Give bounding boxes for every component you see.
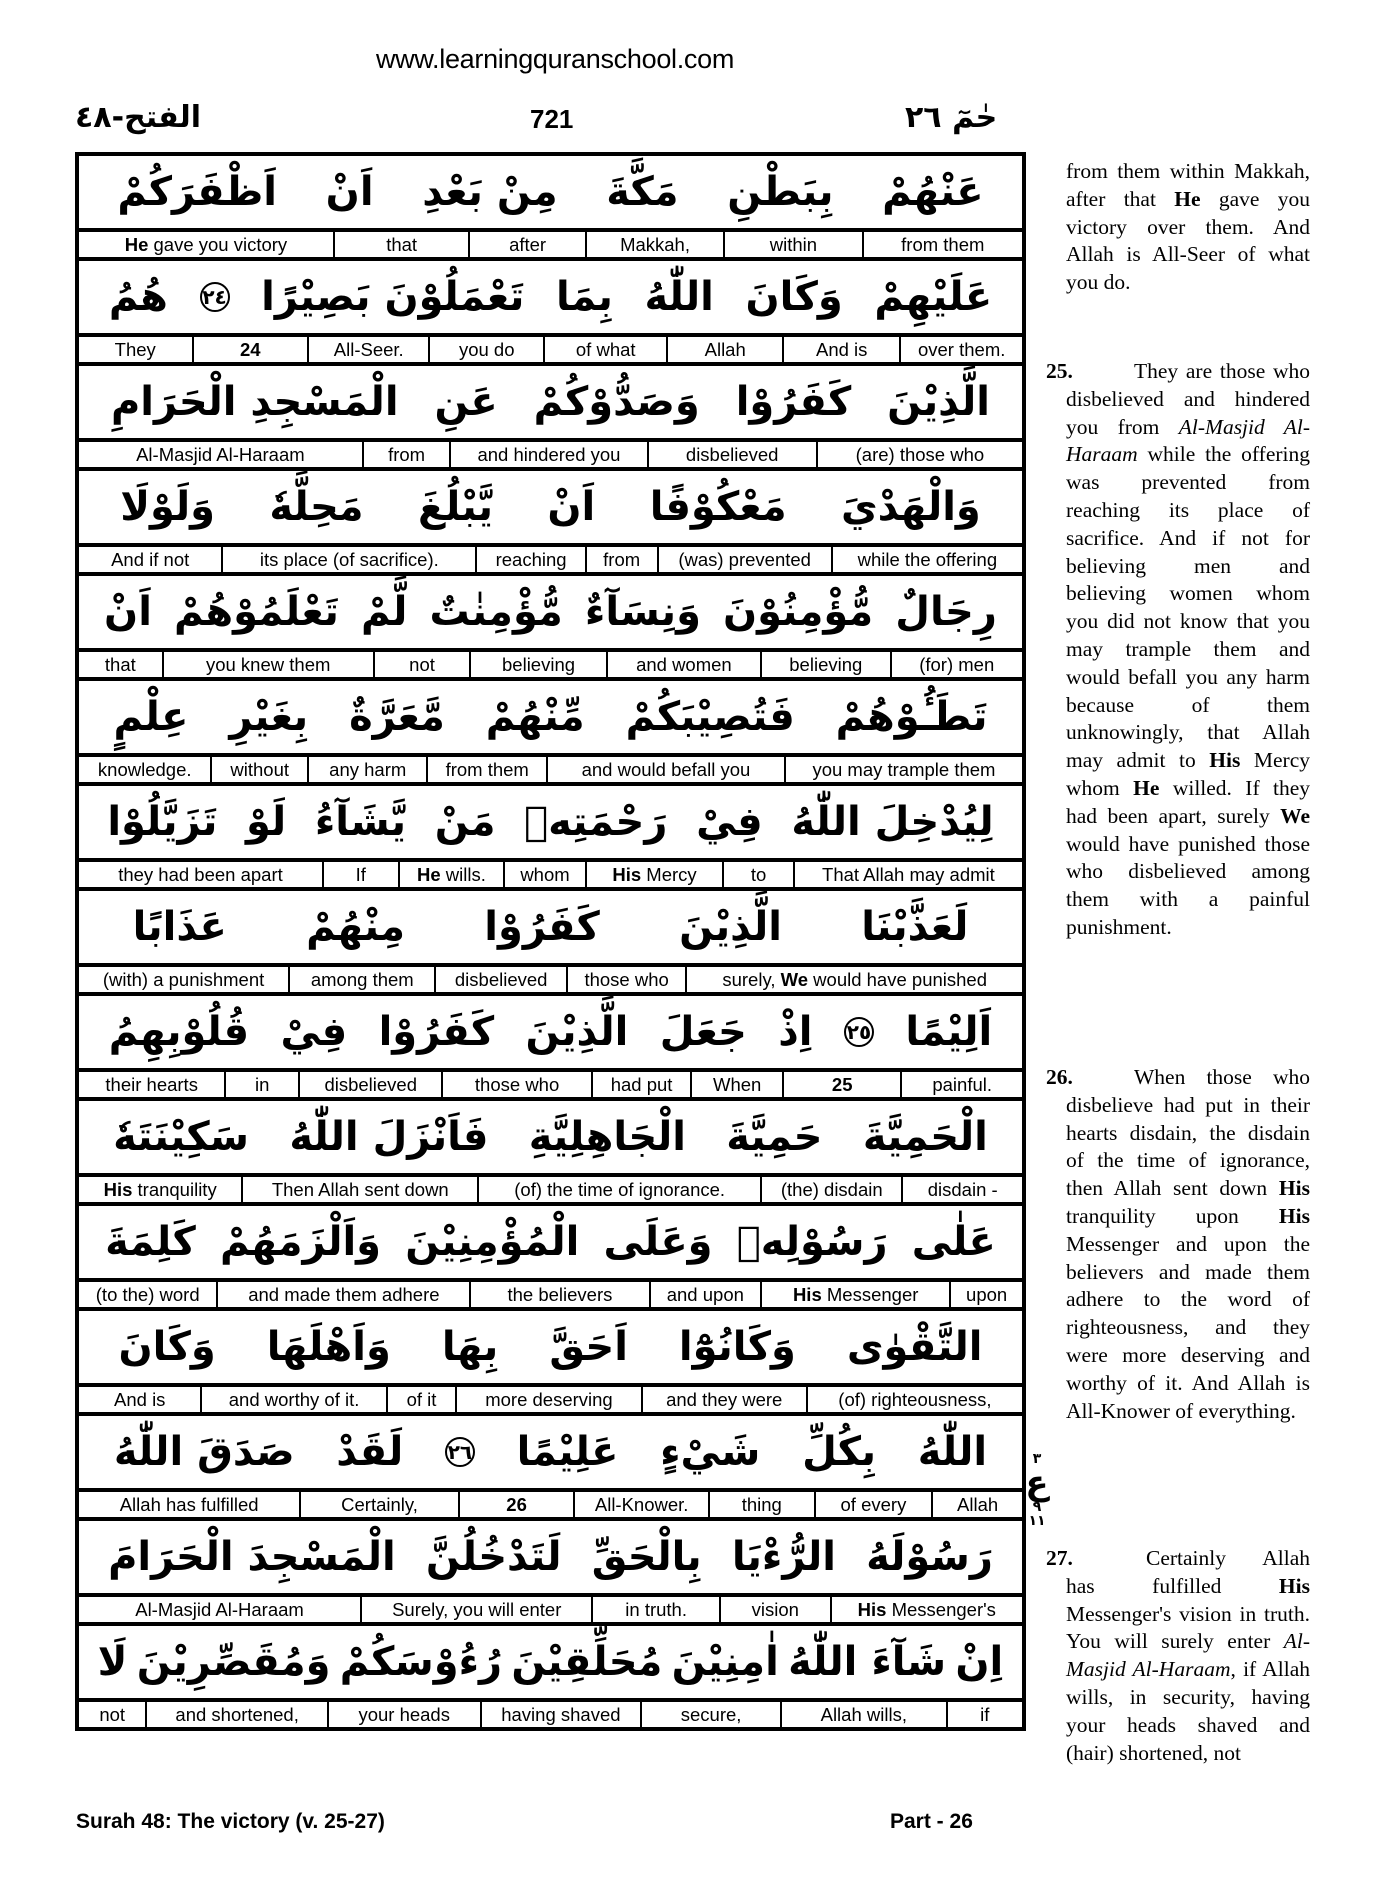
ruku-number-inner: ٩	[1032, 1499, 1042, 1515]
arabic-word: التَّقْوٰى	[846, 1324, 983, 1370]
arabic-word: كَفَرُوْا	[484, 904, 600, 950]
translation-cell: had put	[593, 1072, 693, 1097]
translation-cell: Allah	[668, 337, 784, 362]
arabic-word: عِلْمٍ	[113, 694, 189, 740]
translation-cell: while the offering	[857, 549, 998, 570]
arabic-word: عَنْهُمْ	[882, 169, 984, 215]
arabic-word: الْجَاهِلِيَّةِ	[528, 1114, 686, 1160]
translation-cell: Al-Masjid Al-Haraam	[79, 1597, 362, 1622]
arabic-word: وَصَدُّوْكُمْ	[533, 379, 700, 425]
arabic-word: مَحِلَّهٗ	[269, 484, 364, 530]
translation-cell: disbelieved	[649, 442, 818, 467]
translation-cell: not	[79, 1702, 147, 1727]
arabic-word: لَتَدْخُلُنَّ	[425, 1534, 562, 1580]
translation-cell: of every	[816, 1492, 934, 1517]
arabic-word: لَا	[97, 1639, 128, 1685]
commentary-text: while the offering was prevented from reaching its place of sacrifice. And if not for believing men and believing women whom you did not know that you may trample them and would befall you any harm because of them unknowingly, that Allah may admit to	[1066, 442, 1310, 773]
arabic-word: تَزَيَّلُوْا	[107, 799, 218, 845]
arabic-word: جَعَلَ	[659, 1009, 747, 1055]
surah-title-arabic: الفتح-٤٨	[75, 100, 202, 135]
commentary-bold: His	[1209, 748, 1241, 773]
arabic-word: اِذْ	[778, 1009, 813, 1055]
translation-cell: That Allah may admit	[822, 864, 995, 885]
translation-cell: And if not	[79, 547, 223, 572]
translation-cell: in	[226, 1072, 300, 1097]
arabic-word: كَلِمَةَ	[105, 1219, 196, 1265]
translation-cell: His Messenger	[762, 1282, 951, 1307]
translation-line	[79, 442, 1022, 471]
arabic-word: رُءُوْسَكُمْ	[339, 1639, 503, 1685]
arabic-word: مِنْ بَعْدِ	[422, 169, 558, 215]
arabic-word: الَّذِيْنَ	[679, 904, 782, 950]
ruku-number-bottom: ١١	[1028, 1513, 1046, 1529]
translation-cell: that	[79, 652, 164, 677]
commentary-bold: His	[1278, 1573, 1310, 1598]
translation-cell: if	[980, 1704, 990, 1725]
arabic-word: يَّشَآءُ	[314, 799, 407, 845]
arabic-word: وَنِسَآءٌ	[584, 589, 701, 635]
arabic-word: اَنْ	[104, 589, 152, 635]
translation-cell: you do	[430, 337, 545, 362]
arabic-word: بِبَطْنِ	[727, 169, 834, 215]
arabic-word: رَسُوْلِهٖ	[736, 1219, 888, 1265]
arabic-word: يَّبْلُغَ	[417, 484, 493, 530]
arabic-line	[79, 366, 1022, 442]
translation-cell: Makkah,	[587, 232, 725, 257]
arabic-word: عَلِيْمًا	[516, 1429, 619, 1475]
verse-row	[79, 1521, 1022, 1626]
translation-cell: from them	[428, 757, 547, 782]
translation-line	[79, 652, 1022, 681]
page-number: 721	[530, 104, 574, 134]
translation-cell: your heads	[329, 1702, 482, 1727]
arabic-line	[79, 681, 1022, 757]
translation-cell: more deserving	[457, 1387, 642, 1412]
arabic-line	[79, 471, 1022, 547]
translation-cell: not	[375, 652, 472, 677]
translation-line	[79, 1177, 1022, 1206]
verse-row	[79, 1626, 1022, 1727]
arabic-word: تَطَـُٔوْهُمْ	[835, 694, 988, 740]
translation-cell: Allah wills,	[782, 1702, 948, 1727]
translation-cell: having shaved	[482, 1702, 643, 1727]
translation-cell: vision	[721, 1597, 832, 1622]
translation-cell: whom	[505, 862, 587, 887]
translation-cell: All-Knower.	[575, 1492, 710, 1517]
arabic-word: رِجَالٌ	[895, 589, 997, 635]
arabic-word: مَنْ	[434, 799, 496, 845]
arabic-line	[79, 576, 1022, 652]
translation-cell: any harm	[309, 757, 428, 782]
arabic-word: وَكَانَ	[118, 1324, 216, 1370]
arabic-word: مُحَلِّقِيْنَ	[511, 1639, 663, 1685]
ruku-number-top: ٣	[1032, 1451, 1042, 1467]
arabic-word: عَذَابًا	[132, 904, 227, 950]
translation-cell: you knew them	[164, 652, 375, 677]
ruku-mark	[1024, 1452, 1050, 1528]
arabic-word: بِالْحَقِّ	[591, 1534, 702, 1580]
arabic-word: فِيْ	[696, 799, 763, 845]
arabic-word: عَلَيْهِمْ	[874, 274, 993, 320]
translation-line	[79, 1597, 1022, 1626]
verse-row	[79, 996, 1022, 1101]
verse-row	[79, 1416, 1022, 1521]
arabic-word: مَكَّةَ	[606, 169, 679, 215]
arabic-line	[79, 1206, 1022, 1282]
commentary-text: , if Allah wills, in security, having your heads shaved and (hair) shortened, not	[1066, 1657, 1310, 1765]
arabic-line	[79, 996, 1022, 1072]
arabic-word: لِيُدْخِلَ اللّٰهُ	[791, 799, 994, 845]
translation-line	[79, 967, 1022, 996]
arabic-line	[79, 1311, 1022, 1387]
arabic-word: رَسُوْلَهُ	[866, 1534, 993, 1580]
translation-line	[79, 757, 1022, 786]
translation-cell: from	[587, 547, 659, 572]
verse-number: 26.	[1046, 1065, 1073, 1089]
arabic-word: الرُّءْيَا	[731, 1534, 836, 1580]
commentary-bold: His	[1278, 1203, 1310, 1228]
translation-cell: 24	[194, 337, 310, 362]
ruku-letter: ع	[1025, 1463, 1049, 1503]
verse-row	[79, 471, 1022, 576]
translation-cell: without	[212, 757, 309, 782]
arabic-word: الْمُؤْمِنِيْنَ	[405, 1219, 580, 1265]
translation-cell: believing	[471, 652, 607, 677]
arabic-word: مِّنْهُمْ	[485, 694, 585, 740]
arabic-word: مِنْهُمْ	[306, 904, 405, 950]
translation-cell: (for) men	[919, 654, 995, 675]
translation-cell: Certainly,	[301, 1492, 459, 1517]
arabic-line	[79, 1416, 1022, 1492]
translation-cell: upon	[966, 1284, 1008, 1305]
arabic-word: لَقَدْ	[336, 1429, 404, 1475]
arabic-word: بِهَا	[441, 1324, 499, 1370]
translation-cell: Allah	[957, 1494, 999, 1515]
translation-cell: (to the) word	[79, 1282, 218, 1307]
arabic-word: بِكُلِّ	[802, 1429, 877, 1475]
translation-cell: disdain -	[927, 1179, 998, 1200]
translation-cell: of what	[545, 337, 668, 362]
translation-cell: reaching	[477, 547, 587, 572]
verse-row	[79, 891, 1022, 996]
translation-cell: and would befall you	[548, 757, 786, 782]
arabic-word: مَّعَرَّةٌ	[349, 694, 445, 740]
translation-cell: When	[692, 1072, 784, 1097]
arabic-word: صَدَقَ اللّٰهُ	[113, 1429, 295, 1475]
arabic-word: الْحَمِيَّةَ	[862, 1114, 988, 1160]
site-url: www.learningquranschool.com	[375, 44, 735, 74]
verse-row	[79, 1311, 1022, 1416]
translation-cell: They	[79, 337, 194, 362]
arabic-line	[79, 786, 1022, 862]
arabic-word: فَاَنْزَلَ اللّٰهُ	[289, 1114, 489, 1160]
juz-title-arabic: حٰمٓ ٢٦	[905, 100, 998, 135]
translation-cell: thing	[710, 1492, 816, 1517]
translation-cell: (was) prevented	[659, 547, 833, 572]
arabic-word: فَتُصِيْبَكُمْ	[625, 694, 795, 740]
verse-end-marker: ٢٤	[200, 282, 230, 312]
arabic-word: اللّٰهُ	[644, 274, 714, 320]
commentary-text: Messenger's vision in truth. You will surely enter	[1066, 1601, 1310, 1654]
arabic-word: سَكِيْنَتَهٗ	[113, 1114, 249, 1160]
translation-cell: And is	[784, 337, 902, 362]
commentary-bold: He	[1133, 775, 1160, 800]
arabic-line	[79, 1626, 1022, 1702]
translation-cell: they had been apart	[79, 862, 324, 887]
translation-cell: from them	[901, 234, 985, 255]
verse-row	[79, 1101, 1022, 1206]
arabic-word: وَكَانَ	[745, 274, 843, 320]
arabic-word: اَظْفَرَكُمْ	[117, 169, 278, 215]
arabic-word: عَنِ	[434, 379, 498, 425]
translation-cell: painful.	[932, 1074, 992, 1095]
translation-cell: and they were	[643, 1387, 808, 1412]
arabic-line	[79, 156, 1022, 232]
translation-cell: (are) those who	[855, 444, 985, 465]
arabic-word: كَفَرُوْا	[735, 379, 852, 425]
translation-line	[79, 547, 1022, 576]
translation-cell: in truth.	[593, 1597, 721, 1622]
arabic-word: كَفَرُوْا	[378, 1009, 495, 1055]
arabic-word: مَعْكُوْفًا	[649, 484, 787, 530]
translation-cell: He wills.	[400, 862, 506, 887]
verse-number: 25.	[1046, 359, 1073, 383]
translation-cell: He gave you victory	[79, 232, 335, 257]
verse-row	[79, 366, 1022, 471]
commentary-text: Mercy whom	[1066, 748, 1311, 800]
arabic-word: اللّٰهُ	[917, 1429, 988, 1475]
arabic-word: وَالْهَدْيَ	[841, 484, 981, 530]
translation-cell: and hindered you	[451, 442, 648, 467]
commentary-text: Messenger and upon the believers and made them adhere to the word of righteousness, and they were more deserving and worthy of it. And Allah is All-Knower of everything.	[1066, 1231, 1310, 1423]
translation-cell: and shortened,	[147, 1702, 328, 1727]
translation-line	[79, 232, 1022, 261]
arabic-word: اَنْ	[325, 169, 374, 215]
arabic-word: حَمِيَّةَ	[726, 1114, 823, 1160]
translation-cell: 25	[784, 1072, 902, 1097]
arabic-word: مُّؤْمِنٰتٌ	[429, 589, 563, 635]
commentary-verse-27	[1046, 1545, 1310, 1767]
translation-cell: after	[470, 232, 587, 257]
translation-cell: that	[335, 232, 470, 257]
arabic-word: وَمُقَصِّرِيْنَ	[136, 1639, 331, 1685]
translation-cell: secure,	[642, 1702, 782, 1727]
translation-cell: If	[324, 862, 400, 887]
translation-line	[79, 337, 1022, 366]
commentary-text: tranquility upon	[1066, 1203, 1239, 1228]
translation-cell: and made them adhere	[218, 1282, 471, 1307]
arabic-word: فِيْ	[280, 1009, 348, 1055]
verse-end-marker: ٢٥	[844, 1017, 874, 1047]
arabic-line	[79, 1101, 1022, 1177]
commentary-text: gave you victory over them. And Allah is All-Seer of what you do.	[1066, 186, 1310, 295]
translation-cell: 26	[460, 1492, 576, 1517]
arabic-word: هُمُ	[108, 274, 168, 320]
translation-line	[79, 1072, 1022, 1101]
translation-cell: (of) righteousness,	[838, 1389, 992, 1410]
translation-cell: you may trample them	[812, 759, 996, 780]
verse-row	[79, 261, 1022, 366]
footer-surah: Surah 48: The victory (v. 25-27)	[76, 1810, 385, 1833]
translation-cell: Allah has fulfilled	[79, 1492, 301, 1517]
translation-cell: Surely, you will enter	[362, 1597, 593, 1622]
verse-row	[79, 681, 1022, 786]
commentary-text: They are those who disbelieved and hindered you from	[1066, 359, 1310, 439]
arabic-word: الْمَسْجِدِ الْحَرَامِ	[110, 379, 399, 425]
verse-end-marker: ٢٦	[445, 1437, 475, 1467]
translation-cell: disbelieved	[300, 1072, 443, 1097]
commentary-text: Certainly Allah has fulfilled	[1066, 1546, 1310, 1598]
arabic-word: وَاَهْلَهَا	[266, 1324, 391, 1370]
arabic-word: اٰمِنِيْنَ	[671, 1639, 779, 1685]
arabic-word: رَحْمَتِهٖ	[524, 799, 668, 845]
commentary-bold: He	[1174, 186, 1201, 211]
translation-cell: over them.	[917, 339, 1006, 360]
translation-cell: Then Allah sent down	[243, 1177, 479, 1202]
translation-cell: His tranquility	[79, 1177, 243, 1202]
verse-number: 27.	[1046, 1546, 1073, 1570]
arabic-word: بِغَيْرِ	[229, 694, 309, 740]
commentary-verse-26	[1046, 1064, 1310, 1425]
arabic-word: اَلِيْمًا	[905, 1009, 993, 1055]
translation-cell: And is	[79, 1387, 202, 1412]
translation-cell: His Messenger's	[857, 1599, 996, 1620]
arabic-word: تَعْمَلُوْنَ بَصِيْرًا	[261, 274, 525, 320]
arabic-word: مُّؤْمِنُوْنَ	[723, 589, 874, 635]
arabic-line	[79, 261, 1022, 337]
arabic-word: وَكَانُوْٓا	[678, 1324, 796, 1370]
arabic-word: عَلٰى	[911, 1219, 996, 1265]
arabic-line	[79, 891, 1022, 967]
commentary-verse-25	[1046, 358, 1311, 942]
arabic-word: قُلُوْبِهِمُ	[108, 1009, 250, 1055]
arabic-word: تَعْلَمُوْهُمْ	[174, 589, 339, 635]
commentary-text: would have punished those who disbelieved among them with a painful punishment.	[1066, 831, 1310, 939]
translation-cell: the believers	[471, 1282, 650, 1307]
translation-line	[79, 1702, 1022, 1727]
verse-row	[79, 786, 1022, 891]
arabic-word: بِمَا	[556, 274, 613, 320]
footer-part: Part - 26	[890, 1810, 973, 1833]
arabic-word: شَيْءٍ	[660, 1429, 761, 1475]
arabic-word: اَحَقَّ	[549, 1324, 628, 1370]
arabic-word: وَلَوْلَا	[120, 484, 215, 530]
arabic-word: الَّذِيْنَ	[525, 1009, 629, 1055]
translation-cell: knowledge.	[79, 757, 212, 782]
commentary-text: When those who disbelieve had put in their hearts disdain, the disdain of the time of ignorance, then Allah sent down	[1066, 1065, 1310, 1201]
translation-cell: from	[364, 442, 452, 467]
commentary-text: willed. If they had been apart, surely	[1066, 775, 1311, 828]
translation-cell: its place (of sacrifice).	[223, 547, 477, 572]
word-by-word-table	[75, 152, 1026, 1731]
translation-cell: within	[725, 232, 863, 257]
translation-line	[79, 1492, 1022, 1521]
translation-line	[79, 1387, 1022, 1416]
arabic-word: اَنْ	[547, 484, 596, 530]
arabic-word: لَّمْ	[361, 589, 408, 635]
translation-line	[79, 1282, 1022, 1311]
verse-row	[79, 1206, 1022, 1311]
translation-cell: those who	[568, 967, 687, 992]
arabic-word: وَاَلْزَمَهُمْ	[220, 1219, 382, 1265]
translation-line	[79, 862, 1022, 891]
arabic-word: لَوْ	[246, 799, 287, 845]
commentary-italic: Al-Masjid Al-Haraam	[1066, 1629, 1310, 1682]
translation-cell: their hearts	[79, 1072, 226, 1097]
arabic-word: لَعَذَّبْنَا	[861, 904, 969, 950]
arabic-word: وَعَلَى	[603, 1219, 713, 1265]
translation-cell: (of) the time of ignorance.	[479, 1177, 762, 1202]
arabic-word: شَآءَ اللّٰهُ	[788, 1639, 947, 1685]
translation-cell: and upon	[651, 1282, 763, 1307]
translation-cell: His Mercy	[587, 862, 724, 887]
translation-cell: and worthy of it.	[202, 1387, 387, 1412]
commentary-bold: His	[1278, 1176, 1310, 1201]
translation-cell: (the) disdain	[762, 1177, 903, 1202]
translation-cell: All-Seer.	[309, 337, 430, 362]
translation-cell: of it	[388, 1387, 458, 1412]
verse-row	[79, 576, 1022, 681]
translation-cell: those who	[443, 1072, 592, 1097]
arabic-word: الْمَسْجِدَ الْحَرَامَ	[108, 1534, 396, 1580]
translation-cell: to	[724, 862, 795, 887]
verse-row	[79, 156, 1022, 261]
translation-cell: among them	[290, 967, 436, 992]
translation-cell: and women	[608, 652, 762, 677]
arabic-word: اِنْ	[955, 1639, 1004, 1685]
commentary-intro	[1066, 158, 1310, 297]
translation-cell: (with) a punishment	[79, 967, 290, 992]
translation-cell: Al-Masjid Al-Haraam	[79, 442, 364, 467]
translation-cell: surely, We would have punished	[722, 969, 987, 990]
commentary-text: from them within Makkah, after that	[1066, 159, 1310, 211]
arabic-word: الَّذِيْنَ	[887, 379, 990, 425]
commentary-bold: We	[1280, 803, 1310, 828]
commentary-italic: Al-Masjid Al-Haraam	[1066, 414, 1310, 467]
translation-cell: disbelieved	[436, 967, 567, 992]
arabic-line	[79, 1521, 1022, 1597]
translation-cell: believing	[762, 652, 891, 677]
